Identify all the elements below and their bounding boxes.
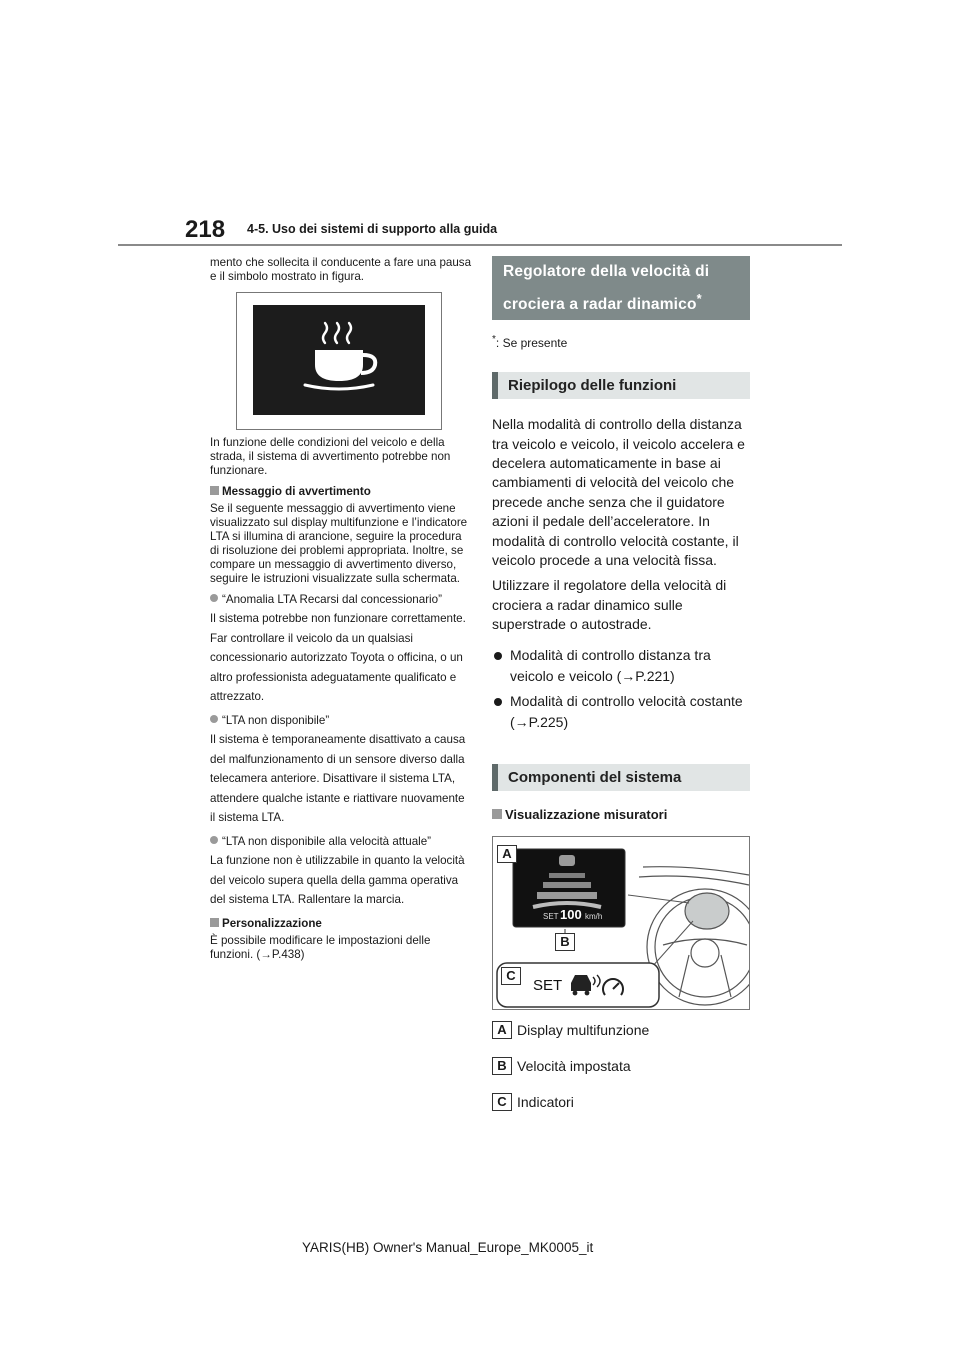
bullet-description: Il sistema potrebbe non funzionare correttamente. Far controllare il veicolo da un qualsiasi concessionario autorizzato Toyota o officina, o un altro professionista adeguatamente qualificato e attrezzato.	[210, 612, 466, 704]
section-title: 4-5. Uso dei sistemi di supporto alla guida	[247, 222, 498, 236]
round-bullet-icon	[210, 836, 218, 844]
customization-text: È possibile modificare le impostazioni delle funzioni. (→P.438)	[210, 933, 431, 961]
coffee-figure	[236, 292, 442, 430]
chapter-banner: Regolatore della velocità di crociera a radar dinamico*	[492, 256, 750, 320]
legend-tag: B	[492, 1057, 512, 1075]
right-column	[492, 256, 750, 1128]
round-bullet-icon	[494, 652, 502, 660]
conditions-text: In funzione delle condizioni del veicolo e della strada, il sistema di avvertimento potrebbe non funzionare.	[210, 436, 451, 477]
left-column	[210, 256, 472, 969]
mode-item: Modalità di controllo distanza tra veicolo e veicolo (→P.221)	[492, 645, 750, 688]
bullet-item: “LTA non disponibile alla velocità attuale”	[210, 835, 472, 849]
header-divider	[118, 244, 842, 246]
indicator-set-label: SET	[533, 976, 563, 994]
square-bullet-icon	[210, 486, 219, 495]
legend-item: A Display multifunzione	[492, 1020, 750, 1040]
warning-message-heading: Messaggio di avvertimento	[210, 485, 472, 499]
legend-item: C Indicatori	[492, 1092, 750, 1112]
square-bullet-icon	[210, 918, 219, 927]
callout-b: B	[555, 933, 575, 951]
radar-cruise-vehicle-icon	[569, 973, 599, 997]
round-bullet-icon	[494, 698, 502, 706]
square-bullet-icon	[492, 809, 502, 819]
bullet-description: Il sistema è temporaneamente disattivato a causa del malfunzionamento di un sensore diverso dalla telecamera anteriore. Disattivare il sistema LTA, attendere qualche istante e riattivare nuovamente il sistema LTA.	[210, 732, 466, 825]
components-heading: Componenti del sistema	[492, 764, 750, 791]
legend-item: B Velocità impostata	[492, 1056, 750, 1076]
display-set-label: SET	[543, 911, 559, 921]
legend-tag: C	[492, 1093, 512, 1111]
speedometer-icon	[603, 973, 625, 997]
intro-text: mento che sollecita il conducente a fare una pausa e il simbolo mostrato in figura.	[210, 256, 472, 283]
coffee-cup-icon	[253, 305, 425, 415]
round-bullet-icon	[210, 594, 218, 602]
bullet-description: La funzione non è utilizzabile in quanto la velocità del veicolo supera quella della gamma operativa del sistema LTA. Rallentare la marcia.	[210, 853, 465, 907]
summary-heading: Riepilogo delle funzioni	[492, 372, 750, 399]
callout-a: A	[497, 845, 517, 863]
footnote: *: Se presente	[492, 334, 568, 351]
page-number: 218	[185, 216, 226, 243]
callout-c: C	[501, 967, 521, 985]
customization-heading: Personalizzazione	[210, 917, 472, 931]
display-speed-value: 100	[560, 906, 582, 922]
display-speed-unit: km/h	[585, 911, 603, 921]
gauge-display-heading: Visualizzazione misuratori	[492, 807, 750, 822]
footer-text: YARIS(HB) Owner's Manual_Europe_MK0005_it	[302, 1240, 594, 1255]
summary-paragraph: Nella modalità di controllo della distanza tra veicolo e veicolo, il veicolo accelera e decelera automaticamente in base ai cambiamenti di velocità del veicolo che precede anche senza che il guidatore azioni il pedale dell’acceleratore. In modalità di controllo velocità costante, il veicolo procede a una velocità fissa.	[492, 416, 745, 568]
system-diagram	[492, 836, 750, 1010]
diagram-legend	[492, 1020, 750, 1112]
usage-paragraph: Utilizzare il regolatore della velocità di crociera a radar dinamico sulle superstrade o autostrade.	[492, 577, 727, 633]
bullet-item: “Anomalia LTA Recarsi dal concessionario”	[210, 593, 472, 607]
round-bullet-icon	[210, 715, 218, 723]
mode-item: Modalità di controllo velocità costante (→P.225)	[492, 691, 750, 734]
legend-tag: A	[492, 1021, 512, 1039]
warning-message-text: Se il seguente messaggio di avvertimento viene visualizzato sul display multifunzione e l’indicatore LTA si illumina di arancione, seguire la procedura di risoluzione dei problemi appropriata. Inoltre, se compare un messaggio di avvertimento diverso, seguire le istruzioni visualizzate sulla schermata.	[210, 502, 468, 585]
bullet-item: “LTA non disponibile”	[210, 714, 472, 728]
